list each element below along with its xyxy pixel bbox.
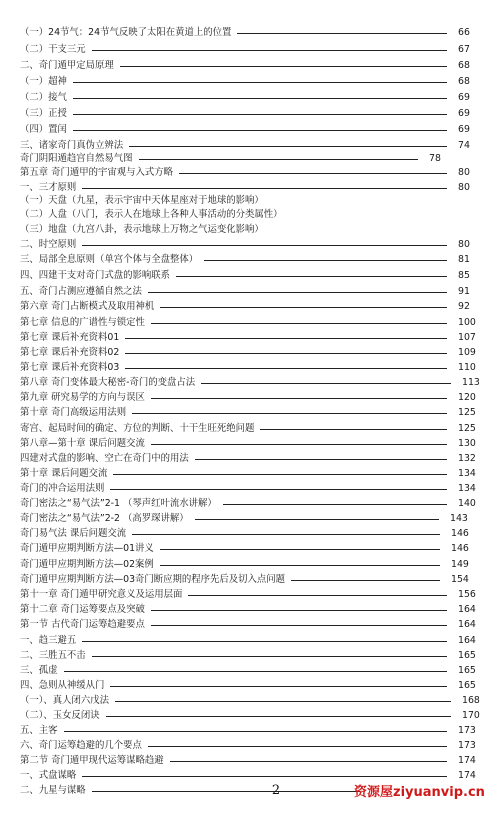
toc-leader-line — [73, 114, 447, 115]
toc-entry — [0, 375, 496, 391]
toc-entry-title: （三）地盘（九宫八卦，表示地球上万物之气运变化影响） — [20, 224, 264, 235]
toc-leader-line — [73, 82, 447, 83]
toc-entry-title: 第二节 奇门遁甲现代运筹谋略趋避 — [20, 755, 164, 766]
toc-entry — [0, 405, 496, 421]
toc-page-number: 69 — [458, 124, 470, 135]
toc-page-number: 67 — [458, 44, 470, 55]
toc-entry-title: 五、主客 — [20, 725, 58, 736]
toc-entry-title: （一）超神 — [20, 76, 67, 87]
toc-page-number: 125 — [458, 407, 476, 418]
toc-leader-line — [151, 610, 447, 611]
toc-leader-line — [64, 671, 447, 672]
toc-leader-line — [176, 276, 447, 277]
toc-entry-title: 第十一章 奇门遁甲研究意义及运用层面 — [20, 589, 183, 600]
toc-page-number: 174 — [458, 770, 476, 781]
toc-page-number: 154 — [451, 574, 469, 585]
toc-leader-line — [120, 66, 447, 67]
toc-entry-title: 三、孤虚 — [20, 665, 58, 676]
toc-page-number: 149 — [451, 559, 469, 570]
toc-leader-line — [170, 761, 447, 762]
toc-leader-line — [160, 307, 447, 308]
toc-entry-title: 第一节 古代奇门运筹趋避要点 — [20, 619, 145, 630]
toc-page-number: 78 — [429, 153, 441, 164]
toc-page-number: 170 — [462, 710, 480, 721]
toc-page-number: 125 — [458, 423, 476, 434]
toc-leader-line — [160, 549, 440, 550]
toc-leader-line — [201, 383, 451, 384]
toc-leader-line — [125, 368, 447, 369]
toc-leader-line — [148, 746, 447, 747]
toc-page-number: 80 — [458, 182, 470, 193]
toc-entry-title: 四建对式盘的影响、空亡在奇门中的用法 — [20, 453, 189, 464]
toc-leader-line — [151, 625, 447, 626]
toc-leader-line — [129, 146, 447, 147]
toc-entry — [0, 436, 496, 452]
toc-entry-title: （三）正授 — [20, 108, 67, 119]
toc-entry-title: 一、式盘谋略 — [20, 770, 77, 781]
toc-entry — [0, 693, 496, 709]
toc-entry — [0, 315, 496, 331]
toc-leader-line — [73, 98, 447, 99]
toc-leader-line — [106, 716, 451, 717]
toc-entry — [0, 557, 496, 573]
toc-entry — [0, 42, 496, 58]
toc-page-number: 80 — [458, 167, 470, 178]
toc-entry-title: 第十二章 奇门运筹要点及突破 — [20, 604, 145, 615]
toc-entry-title: 六、奇门运筹趋避的几个要点 — [20, 740, 142, 751]
toc-entry — [0, 572, 496, 588]
toc-page-number: 68 — [458, 76, 470, 87]
toc-leader-line — [82, 776, 447, 777]
toc-entry — [0, 165, 496, 181]
toc-entry — [0, 541, 496, 557]
toc-entry — [0, 617, 496, 633]
toc-page-number: 143 — [450, 513, 468, 524]
toc-page-number: 146 — [451, 528, 469, 539]
toc-entry — [0, 678, 496, 694]
toc-entry — [0, 299, 496, 315]
toc-entry — [0, 451, 496, 467]
toc-entry-title: 第八章 奇门变体最大秘密-奇门的变盘占法 — [20, 377, 196, 388]
toc-entry-title: （二）接气 — [20, 92, 67, 103]
toc-leader-line — [92, 656, 447, 657]
toc-leader-line — [64, 731, 447, 732]
toc-page-number: 66 — [458, 27, 470, 38]
toc-entry-title: 第八章—第十章 课后问题交流 — [20, 438, 145, 449]
toc-leader-line — [92, 50, 447, 51]
toc-entry-title: 二、三胜五不击 — [20, 650, 86, 661]
toc-entry — [0, 207, 496, 223]
toc-page-number: 173 — [458, 725, 476, 736]
watermark: 资源屋ziyuanvip.cn — [354, 785, 485, 800]
toc-leader-line — [132, 534, 440, 535]
toc-leader-line — [195, 519, 439, 520]
toc-entry-title: 奇门密法之“易气法”2-1 （琴声红叶流水讲解） — [20, 498, 217, 509]
toc-entry — [0, 25, 496, 41]
toc-entry — [0, 252, 496, 268]
toc-page-number: 100 — [458, 317, 476, 328]
toc-entry — [0, 284, 496, 300]
toc-entry-title: 奇门遁甲应期判断方法—01讲义 — [20, 543, 154, 554]
toc-entry — [0, 421, 496, 437]
toc-page-number: 110 — [458, 362, 476, 373]
toc-leader-line — [151, 323, 447, 324]
page-number: 2 — [271, 783, 281, 798]
toc-page-number: 165 — [458, 680, 476, 691]
toc-entry-title: （四）置闰 — [20, 124, 67, 135]
toc-entry — [0, 268, 496, 284]
toc-page-number: 173 — [458, 740, 476, 751]
toc-entry — [0, 496, 496, 512]
toc-page-number: 80 — [458, 239, 470, 250]
toc-entry-title: 奇门密法之“易气法”2-2 （高罗琛讲解） — [20, 513, 189, 524]
toc-entry — [0, 222, 496, 238]
toc-entry — [0, 466, 496, 482]
toc-page-number: 146 — [451, 543, 469, 554]
toc-entry-title: （一）、真人闭六戊法 — [20, 695, 110, 706]
toc-entry-title: （一）24节气：24节气反映了太阳在黄道上的位置 — [20, 27, 232, 38]
toc-leader-line — [132, 413, 447, 414]
toc-entry-title: 一、三才原则 — [20, 182, 77, 193]
toc-page-number: 68 — [458, 60, 470, 71]
toc-entry — [0, 345, 496, 361]
toc-leader-line — [73, 130, 447, 131]
toc-entry-title: 寄宫、起局时间的确定、方位的判断、十干生旺死绝问题 — [20, 423, 255, 434]
toc-entry — [0, 481, 496, 497]
toc-entry — [0, 723, 496, 739]
toc-page-number: 74 — [458, 140, 470, 151]
toc-leader-line — [179, 173, 447, 174]
toc-page-number: 91 — [458, 286, 470, 297]
toc-entry — [0, 526, 496, 542]
toc-leader-line — [82, 641, 447, 642]
toc-page-number: 92 — [458, 301, 470, 312]
toc-entry-title: 四、四建干支对奇门式盘的影响联系 — [20, 270, 171, 281]
toc-entry — [0, 753, 496, 769]
toc-leader-line — [92, 791, 360, 792]
toc-entry — [0, 587, 496, 603]
toc-entry-title: 第七章 信息的广谱性与锁定性 — [20, 317, 145, 328]
toc-leader-line — [125, 353, 447, 354]
toc-page-number: 168 — [462, 695, 480, 706]
toc-entry-title: 第七章 课后补充资料01 — [20, 332, 120, 343]
toc-entry-title: （二）、玉女反闭诀 — [20, 710, 100, 721]
toc-leader-line — [188, 595, 447, 596]
toc-entry-title: 第七章 课后补充资料02 — [20, 347, 120, 358]
toc-leader-line — [223, 504, 447, 505]
toc-entry — [0, 663, 496, 679]
toc-leader-line — [82, 188, 447, 189]
toc-page-number: 109 — [458, 347, 476, 358]
toc-entry — [0, 602, 496, 618]
toc-page-number: 85 — [458, 270, 470, 281]
toc-page-number: 107 — [458, 332, 476, 343]
toc-entry — [0, 58, 496, 74]
toc-page-number: 140 — [458, 498, 476, 509]
toc-page-number: 164 — [458, 604, 476, 615]
toc-page-number: 164 — [458, 619, 476, 630]
toc-leader-line — [110, 489, 447, 490]
toc-page-number: 120 — [458, 392, 476, 403]
toc-entry-title: 第五章 奇门遁甲的宇宙观与入式方略 — [20, 167, 173, 178]
toc-leader-line — [148, 292, 447, 293]
toc-entry — [0, 360, 496, 376]
toc-leader-line — [82, 245, 447, 246]
toc-page-number: 130 — [458, 438, 476, 449]
toc-entry-title: 五、奇门占测应遵循自然之法 — [20, 286, 142, 297]
toc-entry-title: 第六章 奇门占断模式及取用神机 — [20, 301, 155, 312]
toc-entry — [0, 237, 496, 253]
toc-entry-title: （一）天盘（九星，表示宇宙中天体星座对于地球的影响） — [20, 195, 264, 206]
toc-page-number: 69 — [458, 108, 470, 119]
toc-entry-title: 奇门的冲合运用法则 — [20, 483, 105, 494]
toc-leader-line — [237, 33, 447, 34]
toc-leader-line — [115, 701, 451, 702]
toc-page-number: 165 — [458, 650, 476, 661]
toc-entry — [0, 106, 496, 122]
toc-leader-line — [110, 686, 447, 687]
toc-page-number: 164 — [458, 635, 476, 646]
toc-leader-line — [291, 580, 440, 581]
toc-leader-line — [151, 398, 447, 399]
toc-entry-title: 二、奇门遁甲定局原理 — [20, 60, 114, 71]
toc-entry-title: 奇门易气法 课后问题交流 — [20, 528, 127, 539]
toc-leader-line — [139, 159, 418, 160]
toc-page-number: 81 — [458, 254, 470, 265]
toc-leader-line — [260, 429, 447, 430]
toc-page-number: 165 — [458, 665, 476, 676]
toc-entry — [0, 511, 496, 527]
toc-leader-line — [195, 459, 447, 460]
toc-entry-title: 第七章 课后补充资料03 — [20, 362, 120, 373]
toc-page-number: 134 — [458, 483, 476, 494]
toc-entry-title: 奇门遁甲应期判断方法—03奇门断应期的程序先后及切入点问题 — [20, 574, 286, 585]
toc-entry-title: 四、急则从神缓从门 — [20, 680, 105, 691]
toc-entry-title: 第九章 研究易学的方向与误区 — [20, 392, 145, 403]
toc-page-number: 69 — [458, 92, 470, 103]
toc-entry — [0, 648, 496, 664]
toc-entry-title: （二）干支三元 — [20, 44, 86, 55]
toc-entry — [0, 90, 496, 106]
toc-entry — [0, 330, 496, 346]
toc-entry — [0, 74, 496, 90]
toc-page-number: 134 — [458, 468, 476, 479]
toc-leader-line — [113, 474, 447, 475]
toc-leader-line — [151, 444, 447, 445]
toc-page-number: 156 — [458, 589, 476, 600]
toc-entry-title: 三、局部全息原则（单宫个体与全盘整体） — [20, 254, 199, 265]
toc-leader-line — [160, 565, 440, 566]
toc-leader-line — [125, 338, 447, 339]
toc-entry-title: 第十章 奇门高级运用法则 — [20, 407, 127, 418]
toc-entry-title: 一、趋三避五 — [20, 635, 77, 646]
toc-entry — [0, 633, 496, 649]
toc-page-number: 174 — [458, 755, 476, 766]
toc-entry — [0, 738, 496, 754]
toc-entry-title: 奇门遁甲应期判断方法—02案例 — [20, 559, 154, 570]
toc-entry-title: 奇门阴阳遁趋宫自然易气图 — [20, 153, 133, 164]
toc-page-number: 113 — [462, 377, 480, 388]
toc-entry — [0, 122, 496, 138]
toc-leader-line — [204, 260, 447, 261]
toc-entry — [0, 390, 496, 406]
toc-entry-title: 第十章 课后问题交流 — [20, 468, 108, 479]
toc-entry — [0, 708, 496, 724]
toc-entry-title: 二、九星与谋略 — [20, 785, 86, 796]
toc-entry-title: 三、诸家奇门真伪立辨法 — [20, 140, 124, 151]
toc-entry-title: 二、时空原则 — [20, 239, 77, 250]
toc-entry-title: （二）人盘（八门，表示人在地球上各种人事活动的分类属性） — [20, 209, 283, 220]
toc-page-number: 132 — [458, 453, 476, 464]
